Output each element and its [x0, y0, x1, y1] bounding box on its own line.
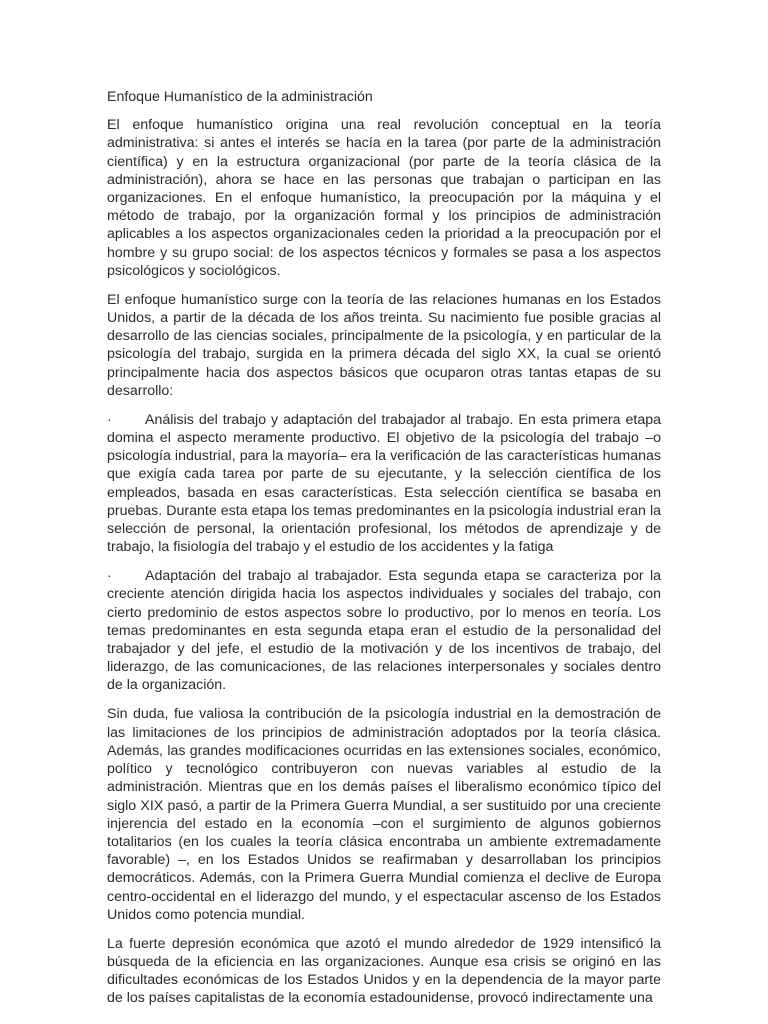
paragraph: Sin duda, fue valiosa la contribución de la psicología industrial en la demostración de las limitaciones de los principios de administración adoptados por la teoría clásica. Además, las grandes modificaciones ocurridas en las extensiones sociales, económico, político y tecnológico contribuyeron con nuevas variables al estudio de la administración. Mientras que en los demás países el liberalismo económico típico del siglo XIX pasó, a partir de la Primera Guerra Mundial, a ser sustituido por una creciente injerencia del estado en la economía –con el surgimiento de algunos gobiernos totalitarios (en los cuales la teoría clásica encontraba un ambiente extremadamente favorable) –, en los Estados Unidos se reafirmaban y desarrollaban los principios democráticos. Además, con la Primera Guerra Mundial comienza el declive de Europa centro-occidental en el liderazgo del mundo, y el espectacular ascenso de los Estados Unidos como potencia mundial.	[107, 706, 661, 923]
bullet-text: Adaptación del trabajo al trabajador. Esta segunda etapa se caracteriza por la creciente atención dirigida hacia los aspectos individuales y sociales del trabajo, con cierto predominio de estos aspectos sobre lo productivo, por lo menos en teoría. Los temas predominantes en esta segunda etapa eran el estudio de la personalidad del trabajador y del jefe, el estudio de la motivación y de los incentivos de trabajo, del liderazgo, de las comunicaciones, de las relaciones interpersonales y sociales dentro de la organización.	[107, 568, 661, 694]
paragraph: El enfoque humanístico surge con la teoría de las relaciones humanas en los Estados Unidos, a partir de la década de los años treinta. Su nacimiento fue posible gracias al desarrollo de las ciencias sociales, principalmente de la psicología, y en particular de la psicología del trabajo, surgida en la primera década del siglo XX, la cual se orientó principalmente hacia dos aspectos básicos que ocuparon otras tantas etapas de su desarrollo:	[107, 291, 661, 399]
bullet-text: Análisis del trabajo y adaptación del trabajador al trabajo. En esta primera etapa domina el aspecto meramente productivo. El objetivo de la psicología del trabajo –o psicología industrial, para la mayoría– era la verificación de las características humanas que exigía cada tarea por parte de su ejecutante, y la selección científica de los empleados, basada en esas características. Esta selección científica se basaba en pruebas. Durante esta etapa los temas predominantes en la psicología industrial eran la selección de personal, la orientación profesional, los métodos de aprendizaje y de trabajo, la fisiología del trabajo y el estudio de los accidentes y la fatiga	[107, 411, 661, 556]
bullet-marker: ·	[107, 568, 112, 585]
bullet-item	[107, 567, 661, 694]
bullet-item	[107, 411, 661, 557]
bullet-marker: ·	[107, 411, 112, 428]
paragraph: La fuerte depresión económica que azotó el mundo alrededor de 1929 intensificó la búsqueda de la eficiencia en las organizaciones. Aunque esa crisis se originó en las dificultades económicas de los Estados Unidos y en la dependencia de la mayor parte de los países capitalistas de la economía estadounidense, provocó indirectamente una	[107, 935, 661, 1007]
document-page	[107, 88, 661, 1018]
document-title: Enfoque Humanístico de la administración	[107, 89, 373, 105]
paragraph: El enfoque humanístico origina una real revolución conceptual en la teoría administrativa: si antes el interés se hacía en la tarea (por parte de la administración científica) y en la estructura organizacional (por parte de la teoría clásica de la administración), ahora se hace en las personas que trabajan o participan en las organizaciones. En el enfoque humanístico, la preocupación por la máquina y el método de trabajo, por la organización formal y los principios de administración aplicables a los aspectos organizacionales ceden la prioridad a la preocupación por el hombre y su grupo social: de los aspectos técnicos y formales se pasa a los aspectos psicológicos y sociológicos.	[107, 117, 661, 279]
